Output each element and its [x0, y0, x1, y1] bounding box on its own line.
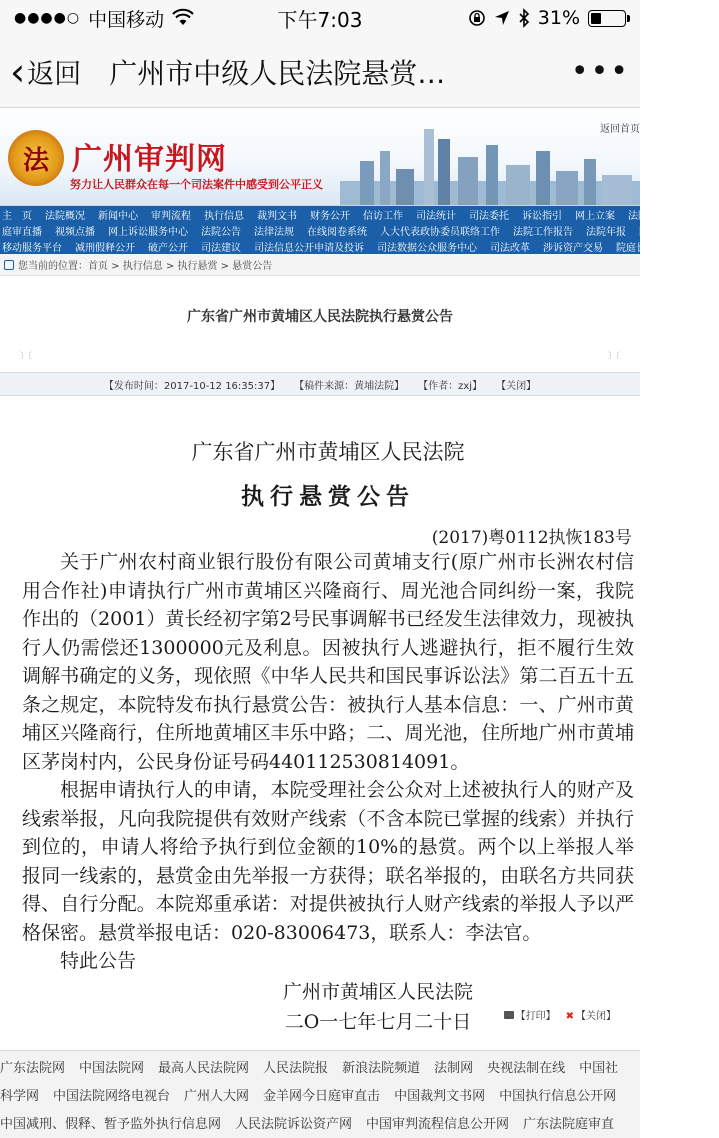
notice-closing: 特此公告 — [60, 950, 137, 972]
site-nav-link[interactable]: 视频点播 — [55, 226, 95, 238]
battery-icon — [588, 10, 626, 27]
site-nav-link[interactable]: 司法改革 — [490, 242, 530, 254]
signal-icon: ●●●●○ — [14, 10, 81, 26]
page-title: 广州市中级人民法院悬赏… — [109, 56, 446, 90]
close-button[interactable]: ✖ 【关闭】 — [565, 1011, 616, 1022]
site-nav-link[interactable]: 破产公开 — [148, 242, 188, 254]
site-nav-link[interactable]: 减刑假释公开 — [75, 242, 135, 254]
court-name: 广东省广州市黄埔区人民法院 — [191, 440, 465, 464]
carrier-label: 中国移动 — [88, 8, 165, 31]
status-bar — [0, 0, 640, 36]
notice-paragraph: 关于广州农村商业银行股份有限公司黄埔支行(原广州市长洲农村信用合作社)申请执行广州市黄埔区兴隆商行、周光池合同纠纷一案，我院作出的（2001）黄长经初字第2号民事调解书已经发生法律效力，现被执行人仍需偿还1300000元及利息。因被执行人逃避执行，拒不履行生效调解书确定的义务，现依照《中华人民共和国民事诉讼法》第二百五十五条之规定，本院特发布执行悬赏公告：被执行人基本信息：一、广州市黄埔区兴隆商行，住所地黄埔区丰乐中路；二、周光池，住所地广州市黄埔区茅岗村内，公民身份证号码440112530814091。 — [22, 551, 634, 773]
breadcrumb — [0, 254, 640, 276]
home-link[interactable]: 返回首页 — [600, 124, 640, 135]
site-nav-link[interactable]: 院长信箱 — [639, 226, 679, 238]
orientation-lock-icon — [468, 9, 486, 27]
battery-percent: 31% — [537, 7, 580, 29]
site-nav-link[interactable]: 网上立案 — [575, 210, 615, 222]
footer-link[interactable]: 中国裁判文书网 — [394, 1088, 486, 1104]
site-nav-link[interactable]: 司法信息公开申请及投诉 — [254, 242, 364, 254]
footer-link[interactable]: 科学网 — [0, 1088, 40, 1104]
site-nav-link[interactable]: 法院概况 — [45, 210, 85, 222]
location-icon — [4, 260, 14, 270]
site-nav-link[interactable]: 法院工作报告 — [513, 226, 573, 238]
site-nav-row — [0, 222, 679, 238]
footer-link[interactable]: 法制网 — [434, 1060, 474, 1076]
site-nav-link[interactable]: 诉讼指引 — [522, 210, 562, 222]
footer-link[interactable]: 广州人大网 — [184, 1088, 250, 1104]
site-nav-link[interactable]: 移动服务平台 — [2, 242, 62, 254]
site-nav-link[interactable]: 主 页 — [2, 210, 32, 222]
footer-row — [0, 1109, 640, 1135]
site-nav-link[interactable]: 法院年报 — [586, 226, 626, 238]
site-nav-link[interactable]: 法律法规 — [254, 226, 294, 238]
site-nav-link[interactable]: 司法委托 — [469, 210, 509, 222]
back-button[interactable]: 返回 — [27, 59, 82, 90]
court-emblem-icon: 法 — [8, 130, 64, 186]
signature-court: 广州市黄埔区人民法院 — [282, 980, 473, 1003]
footer-row — [0, 1053, 640, 1079]
site-nav-link[interactable]: 庭审直播 — [2, 226, 42, 238]
footer-link[interactable]: 人民法院诉讼资产网 — [235, 1116, 353, 1132]
article-source: 【稿件来源：黄埔法院】 — [294, 380, 405, 392]
site-nav-link[interactable]: 司法数据公众服务中心 — [377, 242, 477, 254]
footer-link[interactable]: 广东法院庭审直 — [523, 1116, 615, 1132]
footer-link[interactable]: 新浪法院频道 — [342, 1060, 421, 1076]
footer-link[interactable]: 最高人民法院网 — [158, 1060, 250, 1076]
site-nav-link[interactable]: 在线阅卷系统 — [307, 226, 367, 238]
notice-body — [0, 436, 640, 1037]
footer-link[interactable]: 中国法院网络电视台 — [53, 1088, 171, 1104]
footer-links — [0, 1050, 640, 1138]
footer-row — [0, 1081, 640, 1107]
site-nav-row — [0, 238, 719, 254]
site-nav-link[interactable]: 信访工作 — [363, 210, 403, 222]
nav-bar — [0, 36, 640, 108]
site-nav-link[interactable]: 人大代表政协委员联络工作 — [380, 226, 500, 238]
site-nav-link[interactable]: 新闻中心 — [98, 210, 138, 222]
close-link[interactable]: 【关闭】 — [496, 380, 537, 392]
print-links — [504, 1007, 616, 1022]
status-time: 下午7:03 — [277, 7, 363, 32]
site-nav-link[interactable]: 裁判文书 — [257, 210, 297, 222]
footer-link[interactable]: 中国法院网 — [79, 1060, 145, 1076]
site-nav-link[interactable]: 执行信息 — [204, 210, 244, 222]
more-button[interactable]: ••• — [570, 54, 630, 89]
site-nav-link[interactable]: 司法统计 — [416, 210, 456, 222]
site-nav-row — [0, 206, 701, 222]
article-heading: 广东省广州市黄埔区人民法院执行悬赏公告 — [187, 309, 453, 325]
footer-link[interactable]: 中国减刑、假释、暂予监外执行信息网 — [0, 1116, 222, 1132]
site-nav-link[interactable]: 财务公开 — [310, 210, 350, 222]
site-nav — [0, 206, 719, 254]
footer-link[interactable]: 金羊网今日庭审直击 — [263, 1088, 381, 1104]
article-meta — [0, 372, 640, 396]
divider: 〕〔 〕〔 — [20, 351, 620, 360]
close-icon: ✖ — [565, 1011, 574, 1022]
notice-title: 执行悬赏公告 — [241, 483, 415, 510]
site-nav-link[interactable]: 审判流程 — [151, 210, 191, 222]
site-nav-link[interactable]: 涉诉资产交易 — [543, 242, 603, 254]
footer-link[interactable]: 人民法院报 — [263, 1060, 329, 1076]
print-button[interactable]: 【打印】 — [504, 1007, 556, 1022]
back-chevron-icon[interactable]: ‹ — [10, 49, 26, 94]
site-nav-link[interactable]: 法院文化 — [628, 210, 668, 222]
footer-link[interactable]: 中国执行信息公开网 — [499, 1088, 617, 1104]
printer-icon — [504, 1011, 514, 1019]
site-nav-link[interactable]: 司法建议 — [201, 242, 241, 254]
footer-link[interactable]: 广东法院网 — [0, 1060, 66, 1076]
footer-link[interactable]: 中国社 — [579, 1060, 619, 1076]
footer-link[interactable]: 中国审判流程信息公开网 — [366, 1116, 510, 1132]
breadcrumb-text[interactable]: 您当前的位置：首页 > 执行信息 > 执行悬赏 > 悬赏公告 — [18, 261, 273, 272]
site-nav-link[interactable]: 廉政 — [681, 210, 701, 222]
city-skyline-image — [340, 121, 640, 205]
wifi-icon — [172, 10, 194, 26]
signature-date: 二O一七年七月二十日 — [284, 1011, 472, 1033]
location-icon — [494, 10, 510, 26]
bluetooth-icon — [518, 9, 530, 27]
case-number: (2017)粤0112执恢183号 — [431, 528, 632, 548]
site-nav-link[interactable]: 法院公告 — [201, 226, 241, 238]
site-slogan: 努力让人民群众在每一个司法案件中感受到公平正义 — [70, 178, 323, 191]
site-nav-link[interactable]: 网上诉讼服务中心 — [108, 226, 188, 238]
site-nav-link[interactable]: 院庭长办案 — [616, 242, 666, 254]
footer-link[interactable]: 央视法制在线 — [487, 1060, 566, 1076]
site-name: 广州审判网 — [72, 142, 227, 177]
publish-time: 【发布时间：2017-10-12 16:35:37】 — [103, 380, 281, 392]
site-banner — [0, 108, 640, 206]
site-nav-link[interactable]: 站内搜索 — [679, 242, 719, 254]
article-author: 【作者：zxj】 — [418, 380, 483, 392]
notice-paragraph: 根据申请执行人的申请，本院受理社会公众对上述被执行人的财产及线索举报，凡向我院提供有效财产线索（不含本院已掌握的线索）并执行到位的，申请人将给予执行到位金额的10%的悬赏。两个以上举报人举报同一线索的，悬赏金由先举报一方获得；联名举报的，由联名方共同获得、自行分配。本院郑重承诺：对提供被执行人财产线索的举报人予以严格保密。悬赏举报电话：020-83006473，联系人：李法官。 — [22, 779, 634, 944]
